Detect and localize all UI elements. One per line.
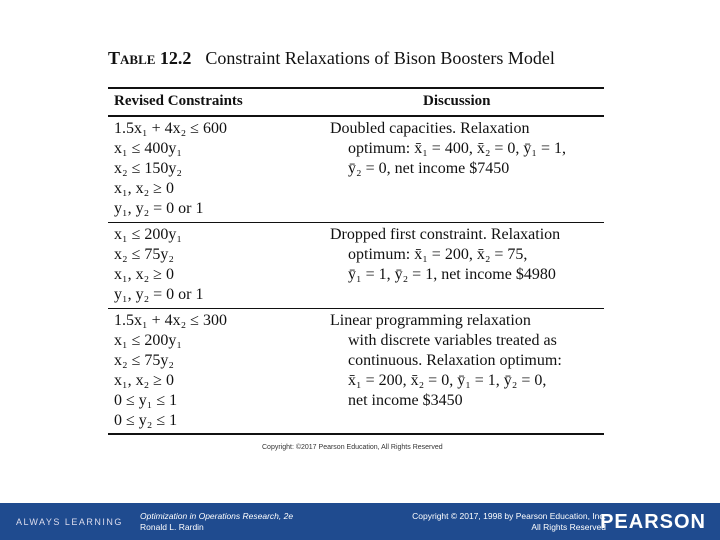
table-title <box>108 48 555 69</box>
constraint: x₁ ≤ 200y₁ <box>114 332 182 349</box>
header-rule <box>108 115 604 117</box>
discussion-cell <box>330 119 566 179</box>
constraint: 0 ≤ y₂ ≤ 1 <box>114 412 178 429</box>
constraint: 1.5x₁ + 4x₂ ≤ 600 <box>114 120 227 137</box>
discussion-line: Linear programming relaxation <box>330 312 531 329</box>
book-author: Ronald L. Rardin <box>140 522 204 532</box>
discussion-line: with discrete variables treated as <box>348 332 557 349</box>
discussion-cell <box>330 311 562 411</box>
row-divider <box>108 222 604 223</box>
discussion-line: continuous. Relaxation optimum: <box>348 352 562 369</box>
constraints-cell <box>114 225 204 305</box>
constraint: y₁, y₂ = 0 or 1 <box>114 286 204 303</box>
constraint: x₁, x₂ ≥ 0 <box>114 266 174 283</box>
pearson-logo: PEARSON <box>600 511 706 533</box>
table-number: Table 12.2 <box>108 48 192 68</box>
constraint: x₂ ≤ 150y₂ <box>114 160 182 177</box>
discussion-line: ȳ₁ = 1, ȳ₂ = 1, net income $4980 <box>348 266 556 283</box>
discussion-line: net income $3450 <box>348 392 463 409</box>
constraint: x₁, x₂ ≥ 0 <box>114 180 174 197</box>
top-rule <box>108 87 604 89</box>
discussion-cell <box>330 225 560 285</box>
constraint: 0 ≤ y₁ ≤ 1 <box>114 392 178 409</box>
image-copyright: Copyright: ©2017 Pearson Education, All Rights Reserved <box>262 444 443 451</box>
discussion-line: ȳ₂ = 0, net income $7450 <box>348 160 510 177</box>
header-discussion: Discussion <box>423 93 491 109</box>
bottom-rule <box>108 433 604 435</box>
constraint: y₁, y₂ = 0 or 1 <box>114 200 204 217</box>
constraint: x₂ ≤ 75y₂ <box>114 352 174 369</box>
footer-copyright <box>412 511 606 533</box>
discussion-line: optimum: x̄₁ = 400, x̄₂ = 0, ȳ₁ = 1, <box>348 140 567 157</box>
constraint: x₁ ≤ 200y₁ <box>114 226 182 243</box>
constraints-cell <box>114 311 227 431</box>
header-constraints: Revised Constraints <box>114 93 243 109</box>
discussion-line: optimum: x̄₁ = 200, x̄₂ = 75, <box>348 246 528 263</box>
discussion-line: Doubled capacities. Relaxation <box>330 120 530 137</box>
footer-book-info <box>140 511 293 533</box>
constraint: x₁ ≤ 400y₁ <box>114 140 182 157</box>
constraint: 1.5x₁ + 4x₂ ≤ 300 <box>114 312 227 329</box>
book-title: Optimization in Operations Research, 2e <box>140 511 294 521</box>
row-divider <box>108 308 604 309</box>
footer-bar <box>0 503 720 540</box>
discussion-line: x̄₁ = 200, x̄₂ = 0, ȳ₁ = 1, ȳ₂ = 0, <box>348 372 547 389</box>
rights-line: All Rights Reserved <box>531 522 606 532</box>
constraints-cell <box>114 119 227 219</box>
table-caption: Constraint Relaxations of Bison Boosters Model <box>205 48 555 68</box>
footer-slogan: ALWAYS LEARNING <box>16 517 123 527</box>
constraint: x₂ ≤ 75y₂ <box>114 246 174 263</box>
discussion-line: Dropped first constraint. Relaxation <box>330 226 561 243</box>
copyright-line: Copyright © 2017, 1998 by Pearson Education, Inc. <box>412 511 606 521</box>
constraint: x₁, x₂ ≥ 0 <box>114 372 174 389</box>
